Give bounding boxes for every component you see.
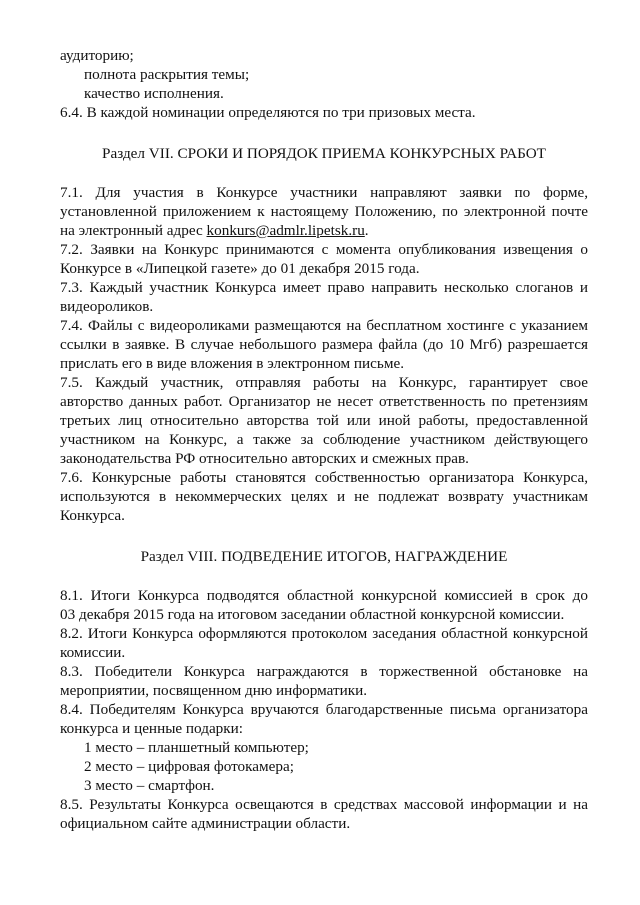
section-8-heading: Раздел VIII. ПОДВЕДЕНИЕ ИТОГОВ, НАГРАЖДЕНИЕ — [140, 548, 508, 565]
clause-8-5-line: 8.5. Результаты Конкурса освещаются в средствах массовой информации и на — [60, 796, 588, 813]
clause-7-3-line: видеороликов. — [60, 298, 154, 315]
clause-7-2-line: Конкурсе в «Липецкой газете» до 01 декабря 2015 года. — [60, 260, 420, 277]
clause-7-6-line: Конкурса. — [60, 507, 125, 524]
text-line: аудиторию; — [60, 47, 134, 64]
clause-7-5-line: третьих лиц относительно авторства той или иной работы, предоставленной — [60, 412, 588, 429]
clause-8-2-line: 8.2. Итоги Конкурса оформляются протоколом заседания областной конкурсной — [60, 625, 588, 642]
clause-8-2-line: комиссии. — [60, 644, 126, 661]
clause-7-3-line: 7.3. Каждый участник Конкурса имеет право направить несколько слоганов и — [60, 279, 588, 296]
clause-7-1-text: . — [364, 222, 369, 239]
clause-8-4-line: 8.4. Победителям Конкурса вручаются благодарственные письма организатора — [60, 701, 588, 718]
clause-7-4-line: 7.4. Файлы с видеороликами размещаются на бесплатном хостинге с указанием — [60, 317, 588, 334]
clause-8-3-line: 8.3. Победители Конкурса награждаются в торжественной обстановке на — [60, 663, 588, 680]
clause-7-1-text: на электронный адрес — [60, 222, 207, 239]
clause-7-5-line: участником на Конкурс, а также за соблюдение участником действующего — [60, 431, 588, 448]
clause-7-4-line: прислать его в виде вложения в электронном письме. — [60, 355, 404, 372]
criteria-item: качество исполнения. — [84, 85, 224, 102]
clause-7-6-line: 7.6. Конкурсные работы становятся собственностью организатора Конкурса, — [60, 469, 588, 486]
clause-7-1-line — [60, 221, 588, 240]
clause-7-4-line: ссылки в заявке. В случае небольшого размера файла (до 10 Мгб) разрешается — [60, 336, 588, 353]
clause-7-5-line: 7.5. Каждый участник, отправляя работы на Конкурс, гарантирует свое — [60, 374, 588, 391]
clause-7-2-line: 7.2. Заявки на Конкурс принимаются с момента опубликования извещения о — [60, 241, 588, 258]
clause-7-5-line: законодательства РФ относительно авторских и смежных прав. — [60, 450, 469, 467]
clause-7-6-line: используются в некоммерческих целях и не подлежат возврату участникам — [60, 488, 588, 505]
section-6-continuation — [60, 46, 588, 122]
section-7-heading: Раздел VII. СРОКИ И ПОРЯДОК ПРИЕМА КОНКУРСНЫХ РАБОТ — [102, 145, 546, 162]
clause-8-3-line: мероприятии, посвященном дню информатики. — [60, 682, 368, 699]
document-page — [60, 46, 588, 833]
clause-7-1-line: 7.1. Для участия в Конкурсе участники направляют заявки по форме, — [60, 184, 588, 201]
criteria-item: полнота раскрытия темы; — [84, 66, 250, 83]
prize-item: 1 место – планшетный компьютер; — [84, 739, 309, 756]
section-8-body — [60, 586, 588, 833]
clause-8-1-line: 03 декабря 2015 года на итоговом заседании областной конкурсной комиссии. — [60, 606, 565, 623]
clause-8-5-line: официальном сайте администрации области. — [60, 815, 351, 832]
clause-7-1-line: установленной приложением к настоящему Положению, по электронной почте — [60, 203, 588, 220]
clause-8-1-line: 8.1. Итоги Конкурса подводятся областной конкурсной комиссией в срок до — [60, 587, 588, 604]
clause-8-4-line: конкурса и ценные подарки: — [60, 720, 244, 737]
section-7-body — [60, 183, 588, 525]
email-link[interactable]: konkurs@admlr.lipetsk.ru — [206, 222, 365, 239]
clause-7-5-line: авторство данных работ. Организатор не несет ответственность по претензиям — [60, 393, 588, 410]
clause-6-4: 6.4. В каждой номинации определяются по три призовых места. — [60, 104, 476, 121]
prize-item: 2 место – цифровая фотокамера; — [84, 758, 294, 775]
prize-item: 3 место – смартфон. — [84, 777, 215, 794]
